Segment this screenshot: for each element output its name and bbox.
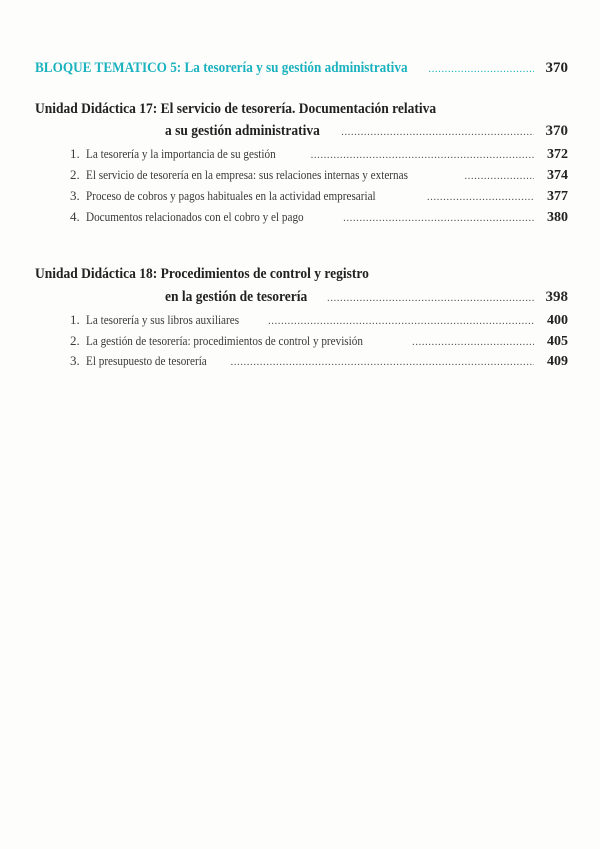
unit-heading-continuation: [165, 123, 568, 140]
toc-item: [70, 146, 568, 163]
item-label: La gestión de tesorería: procedimientos de control y previsión: [86, 333, 363, 348]
page-number: 409: [547, 354, 568, 369]
unit-heading-continuation: [165, 289, 568, 306]
toc-item: [70, 333, 568, 350]
dot-leader: [327, 293, 534, 304]
dot-leader: [464, 171, 534, 182]
dot-leader: [343, 213, 534, 224]
dot-leader: [341, 127, 534, 138]
page-number: 372: [547, 147, 568, 162]
item-label: Proceso de cobros y pagos habituales en la actividad empresarial: [86, 188, 376, 203]
toc-item: [70, 209, 568, 226]
item-number: 2.: [70, 167, 80, 182]
unit-heading: Unidad Didáctica 18: Procedimientos de control y registro: [35, 266, 369, 282]
toc-item: [70, 188, 568, 205]
page-number: 398: [545, 289, 568, 305]
toc-item: [70, 167, 568, 184]
dot-leader: [230, 357, 534, 368]
toc-item: [70, 353, 568, 370]
block-title: BLOQUE TEMATICO 5: La tesorería y su gestión administrativa: [35, 60, 408, 76]
page-number: 380: [547, 210, 568, 225]
item-number: 4.: [70, 209, 80, 224]
dot-leader: [268, 316, 534, 327]
block-heading-entry: [35, 60, 568, 77]
dot-leader: [412, 337, 534, 348]
dot-leader: [427, 192, 534, 203]
dot-leader: [311, 150, 534, 161]
dot-leader: [428, 64, 534, 75]
toc-item: [70, 312, 568, 329]
unit-heading-line2: a su gestión administrativa: [165, 123, 320, 139]
item-number: 2.: [70, 333, 80, 348]
unit-heading-line2: en la gestión de tesorería: [165, 289, 308, 305]
page-number: 405: [547, 334, 568, 349]
item-label: El servicio de tesorería en la empresa: sus relaciones internas y externas: [86, 167, 408, 182]
page-number: 377: [547, 189, 568, 204]
item-number: 1.: [70, 146, 80, 161]
page-number: 370: [545, 60, 568, 76]
item-label: La tesorería y sus libros auxiliares: [86, 312, 240, 327]
item-label: Documentos relacionados con el cobro y el pago: [86, 209, 304, 224]
page-number: 370: [545, 123, 568, 139]
item-number: 3.: [70, 353, 80, 368]
item-label: La tesorería y la importancia de su gestión: [86, 146, 276, 161]
item-label: El presupuesto de tesorería: [86, 353, 207, 368]
unit-heading: Unidad Didáctica 17: El servicio de tesorería. Documentación relativa: [35, 101, 437, 117]
page-number: 374: [547, 168, 568, 183]
item-number: 1.: [70, 312, 80, 327]
page-number: 400: [547, 313, 568, 328]
item-number: 3.: [70, 188, 80, 203]
